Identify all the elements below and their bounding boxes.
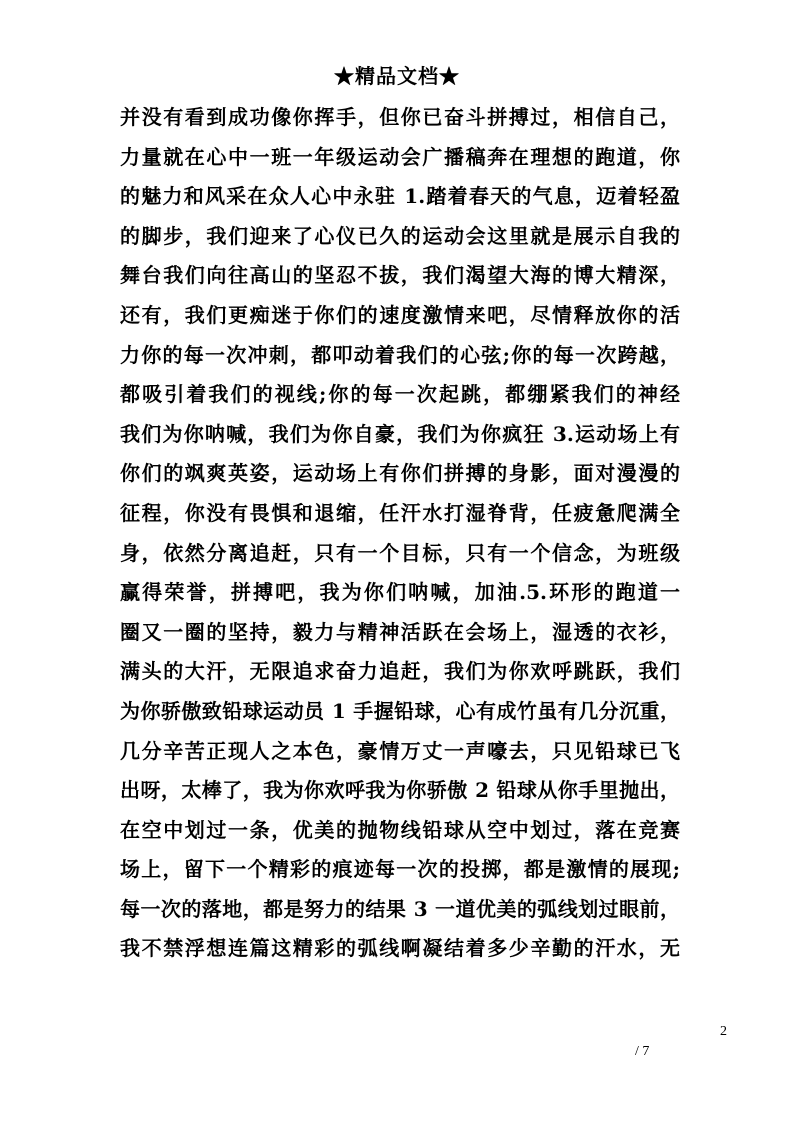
text-line: 还有，我们更痴迷于你们的速度激情来吧，尽情释放你的活 — [120, 302, 680, 327]
text-line: 力你的每一次冲刺，都叩动着我们的心弦;你的每一次跨越， — [120, 342, 680, 367]
text-line: 出呀，太棒了，我为你欢呼我为你骄傲 2 铅球从你手里抛出， — [120, 778, 680, 803]
text-line: 都吸引着我们的视线;你的每一次起跳，都绷紧我们的神经 — [120, 382, 680, 407]
page-number: 2 — [720, 1024, 727, 1039]
text-line: 力量就在心中一班一年级运动会广播稿奔在理想的跑道，你 — [120, 144, 680, 169]
text-line: 场上，留下一个精彩的痕迹每一次的投掷，都是激情的展现; — [120, 857, 680, 882]
text-line: 的脚步，我们迎来了心仪已久的运动会这里就是展示自我的 — [120, 223, 680, 248]
text-line: 身，依然分离追赶，只有一个目标，只有一个信念，为班级 — [120, 540, 680, 565]
text-line: 圈又一圈的坚持，毅力与精神活跃在会场上，湿透的衣衫， — [120, 619, 680, 644]
text-line: 满头的大汗，无限追求奋力追赶，我们为你欢呼跳跃，我们 — [120, 659, 680, 684]
text-line: 赢得荣誉，拼搏吧，我为你们呐喊，加油.5.环形的跑道一 — [120, 580, 680, 605]
text-line: 舞台我们向往高山的坚忍不拔，我们渴望大海的博大精深， — [120, 263, 680, 288]
text-line: 我们为你呐喊，我们为你自豪，我们为你疯狂 3.运动场上有 — [120, 421, 680, 446]
text-line: 在空中划过一条，优美的抛物线铅球从空中划过，落在竞赛 — [120, 817, 680, 842]
page-total: / 7 — [635, 1044, 650, 1059]
text-line: 每一次的落地，都是努力的结果 3 一道优美的弧线划过眼前， — [120, 896, 680, 921]
text-line: 我不禁浮想连篇这精彩的弧线啊凝结着多少辛勤的汗水，无 — [120, 936, 680, 961]
text-line: 为你骄傲致铅球运动员 1 手握铅球，心有成竹虽有几分沉重， — [120, 698, 680, 723]
text-line: 并没有看到成功像你挥手，但你已奋斗拼搏过，相信自己， — [120, 105, 680, 129]
text-line: 几分辛苦正现人之本色，豪情万丈一声嚎去，只见铅球已飞 — [120, 738, 680, 763]
document-header-title: ★精品文档★ — [334, 64, 460, 88]
text-line: 你们的飒爽英姿，运动场上有你们拼搏的身影，面对漫漫的 — [120, 461, 680, 486]
document-body — [120, 98, 680, 969]
text-line: 的魅力和风采在众人心中永驻 1.踏着春天的气息，迈着轻盈 — [120, 184, 680, 209]
text-line: 征程，你没有畏惧和退缩，任汗水打湿脊背，任疲惫爬满全 — [120, 500, 680, 525]
